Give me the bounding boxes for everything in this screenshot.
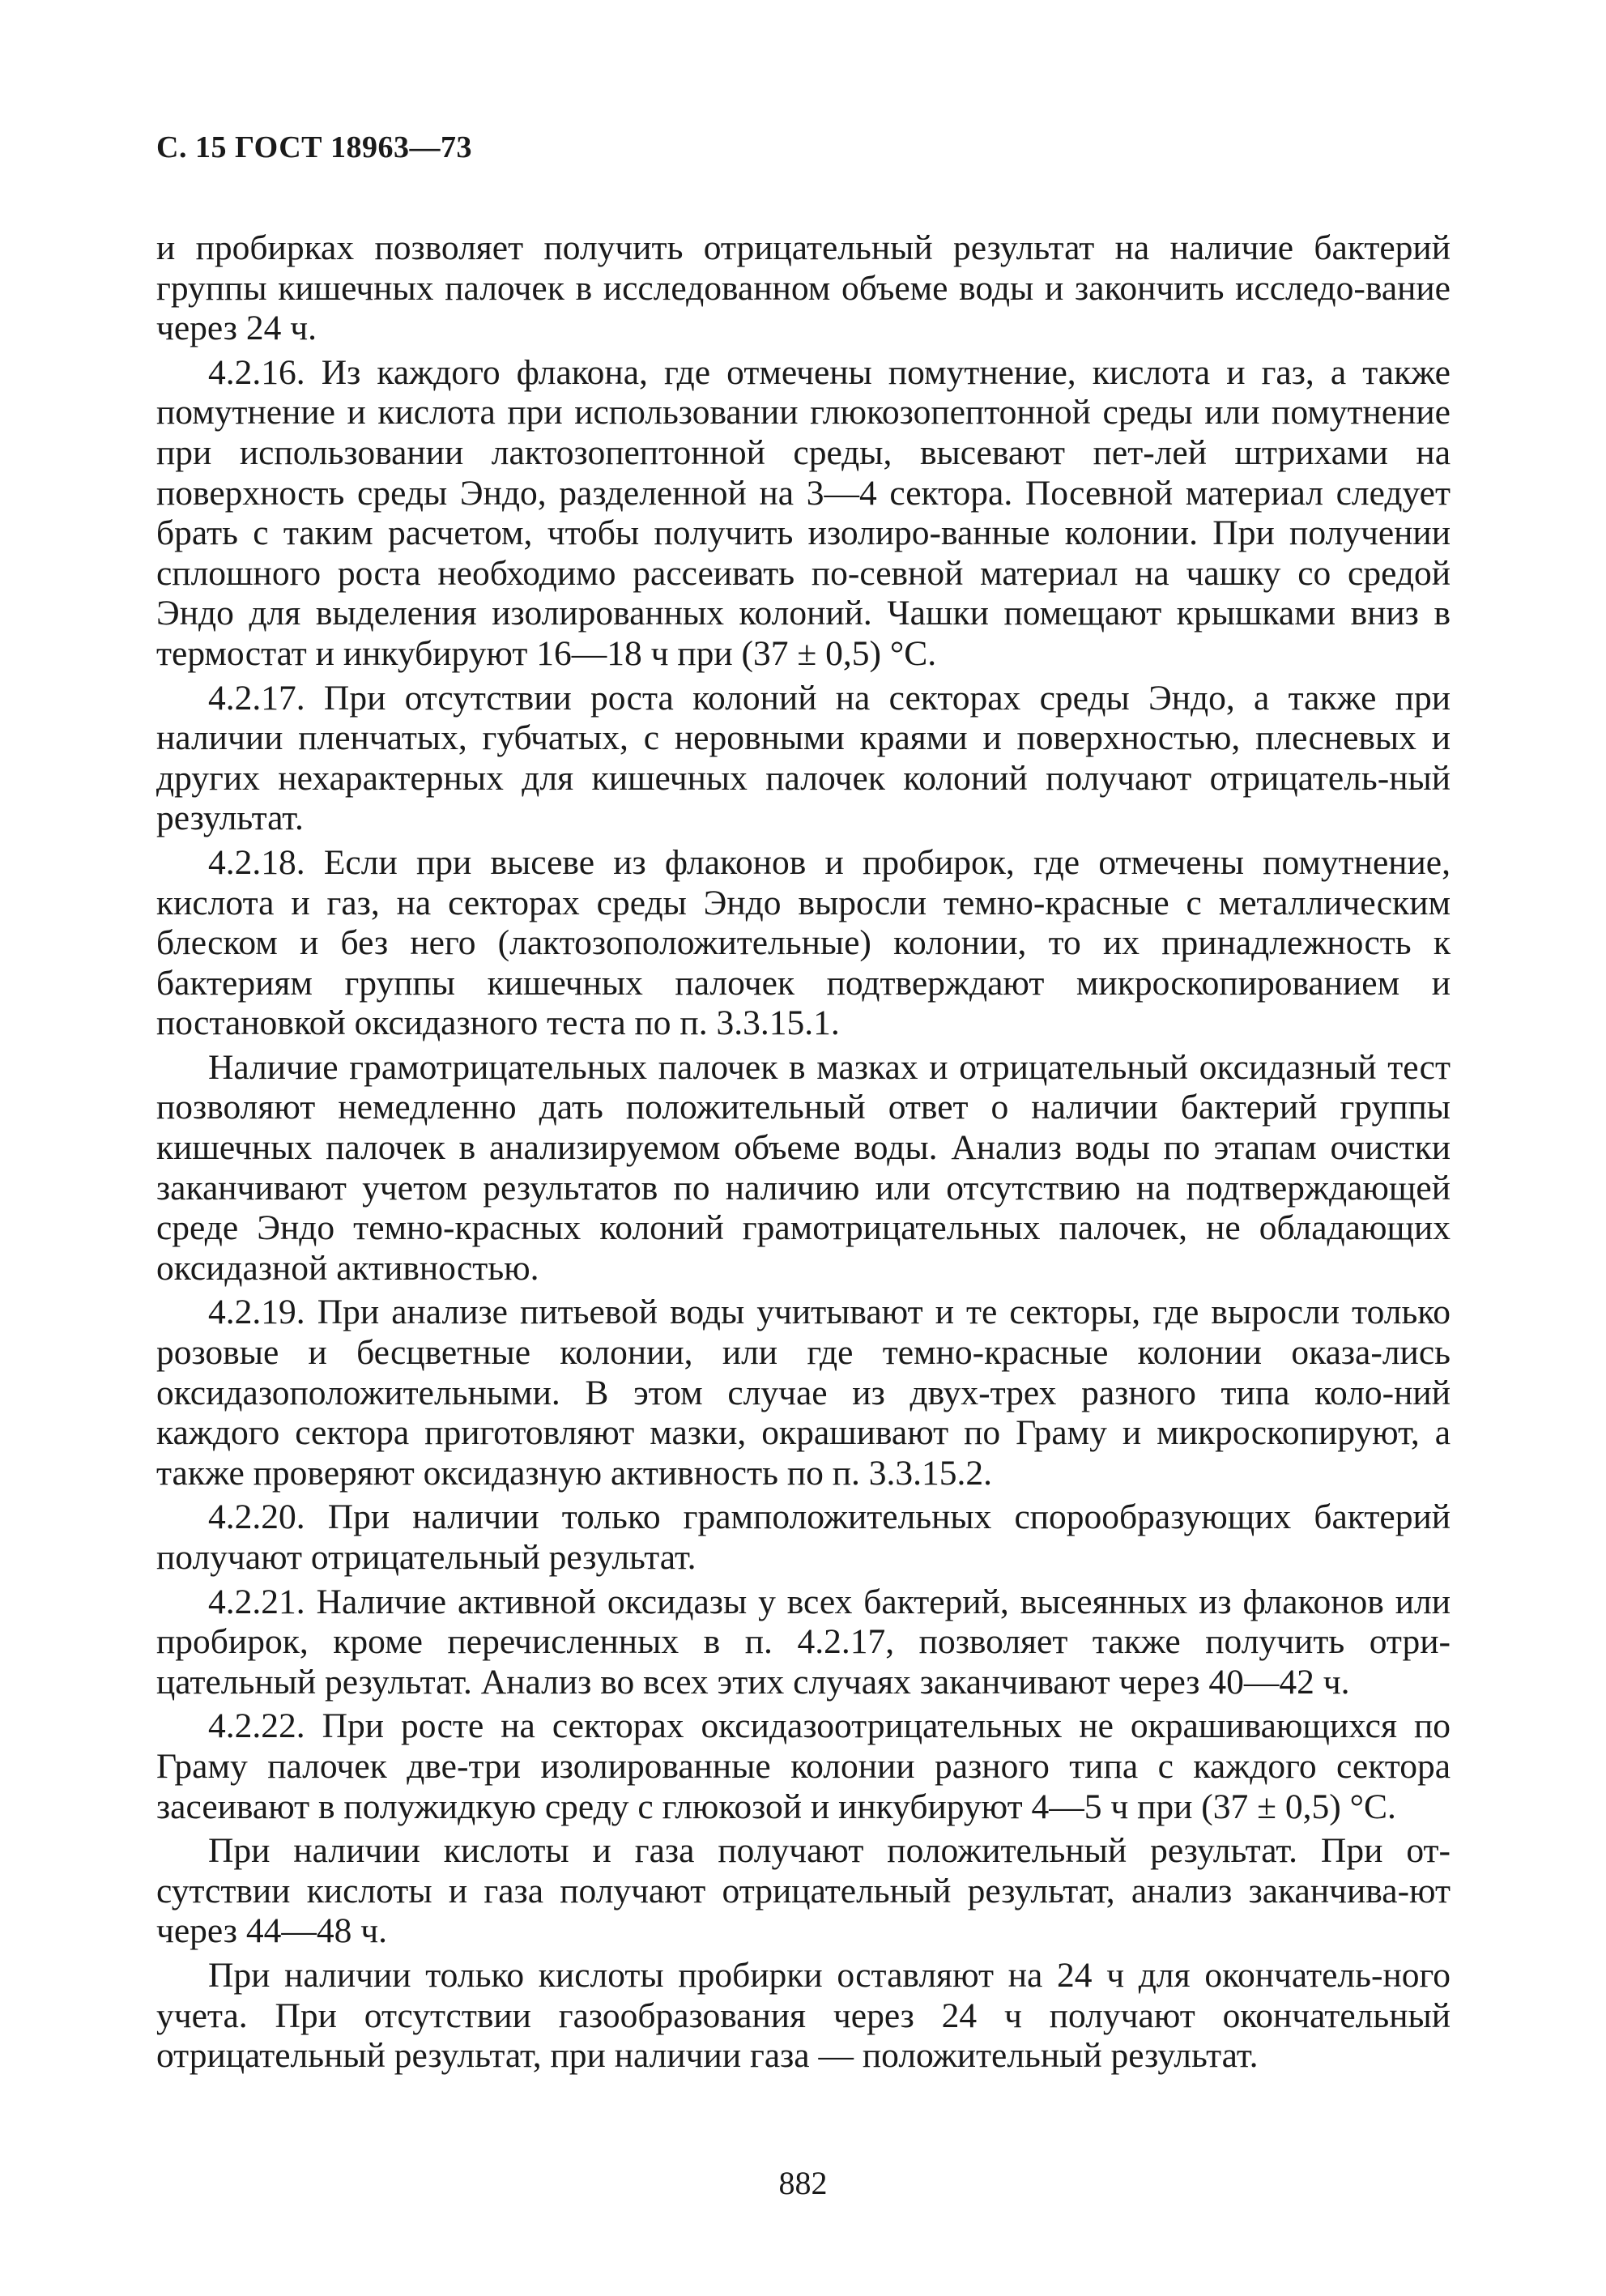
paragraph-4-2-17: 4.2.17. При отсутствии роста колоний на секторах среды Эндо, а также при наличии пленчатых, губчатых, с неровными краями и поверхностью, плесневых и других нехарактерных для кишечных палочек колоний получают отрицатель-ный результат. (156, 678, 1451, 838)
paragraph-4-2-16: 4.2.16. Из каждого флакона, где отмечены помутнение, кислота и газ, а также помутнение и кислота при использовании глюкозопептонной среды или помутнение при использовании лактозопептонной среды, высевают пет-лей штрихами на поверхность среды Эндо, разделенной на 3—4 сектора. Посевной материал следует брать с таким расчетом, чтобы получить изолиро-ванные колонии. При получении сплошного роста необходимо рассеивать по-севной материал на чашку со средой Эндо для выделения изолированных колоний. Чашки помещают крышками вниз в термостат и инкубируют 16—18 ч при (37 ± 0,5) °С. (156, 352, 1451, 673)
body-text (156, 228, 1451, 2081)
page-header: С. 15 ГОСТ 18963—73 (156, 130, 472, 164)
paragraph-4-2-19: 4.2.19. При анализе питьевой воды учитывают и те секторы, где выросли только розовые и бесцветные колонии, или где темно-красные колонии оказа-лись оксидазоположительными. В этом случае из двух-трех разного типа коло-ний каждого сектора приготовляют мазки, окрашивают по Граму и микроскопируют, а также проверяют оксидазную активность по п. 3.3.15.2. (156, 1293, 1451, 1493)
paragraph-gram-negative: Наличие грамотрицательных палочек в мазках и отрицательный оксидазный тест позволяют немедленно дать положительный ответ о наличии бактерий группы кишечных палочек в анализируемом объеме воды. Анализ воды по этапам очистки заканчивают учетом результатов по наличию или отсутствию на подтверждающей среде Эндо темно-красных колоний грамотрицательных палочек, не обладающих оксидазной активностью. (156, 1047, 1451, 1288)
paragraph-4-2-20: 4.2.20. При наличии только грамположительных спорообразующих бактерий получают отрицательный результат. (156, 1497, 1451, 1577)
paragraph-acid-gas: При наличии кислоты и газа получают положительный результат. При от-сутствии кислоты и газа получают отрицательный результат, анализ заканчива-ют через 44—48 ч. (156, 1831, 1451, 1951)
page-number: 882 (778, 2165, 828, 2201)
paragraph-acid-only: При наличии только кислоты пробирки оставляют на 24 ч для окончатель-ного учета. При отсутствии газообразования через 24 ч получают окончательный отрицательный результат, при наличии газа — положительный результат. (156, 1955, 1451, 2076)
paragraph-continuation: и пробирках позволяет получить отрицательный результат на наличие бактерий группы кишечных палочек в исследованном объеме воды и закончить исследо-вание через 24 ч. (156, 228, 1451, 348)
paragraph-4-2-21: 4.2.21. Наличие активной оксидазы у всех бактерий, высеянных из флаконов или пробирок, кроме перечисленных в п. 4.2.17, позволяет также получить отри-цательный результат. Анализ во всех этих случаях заканчивают через 40—42 ч. (156, 1582, 1451, 1702)
paragraph-4-2-18: 4.2.18. Если при высеве из флаконов и пробирок, где отмечены помутнение, кислота и газ, на секторах среды Эндо выросли темно-красные с металлическим блеском и без него (лактозоположительные) колонии, то их принадлежность к бактериям группы кишечных палочек подтверждают микроскопированием и постановкой оксидазного теста по п. 3.3.15.1. (156, 842, 1451, 1043)
paragraph-4-2-22: 4.2.22. При росте на секторах оксидазоотрицательных не окрашивающихся по Граму палочек две-три изолированные колонии разного типа с каждого сектора засеивают в полужидкую среду с глюкозой и инкубируют 4—5 ч при (37 ± 0,5) °С. (156, 1706, 1451, 1826)
